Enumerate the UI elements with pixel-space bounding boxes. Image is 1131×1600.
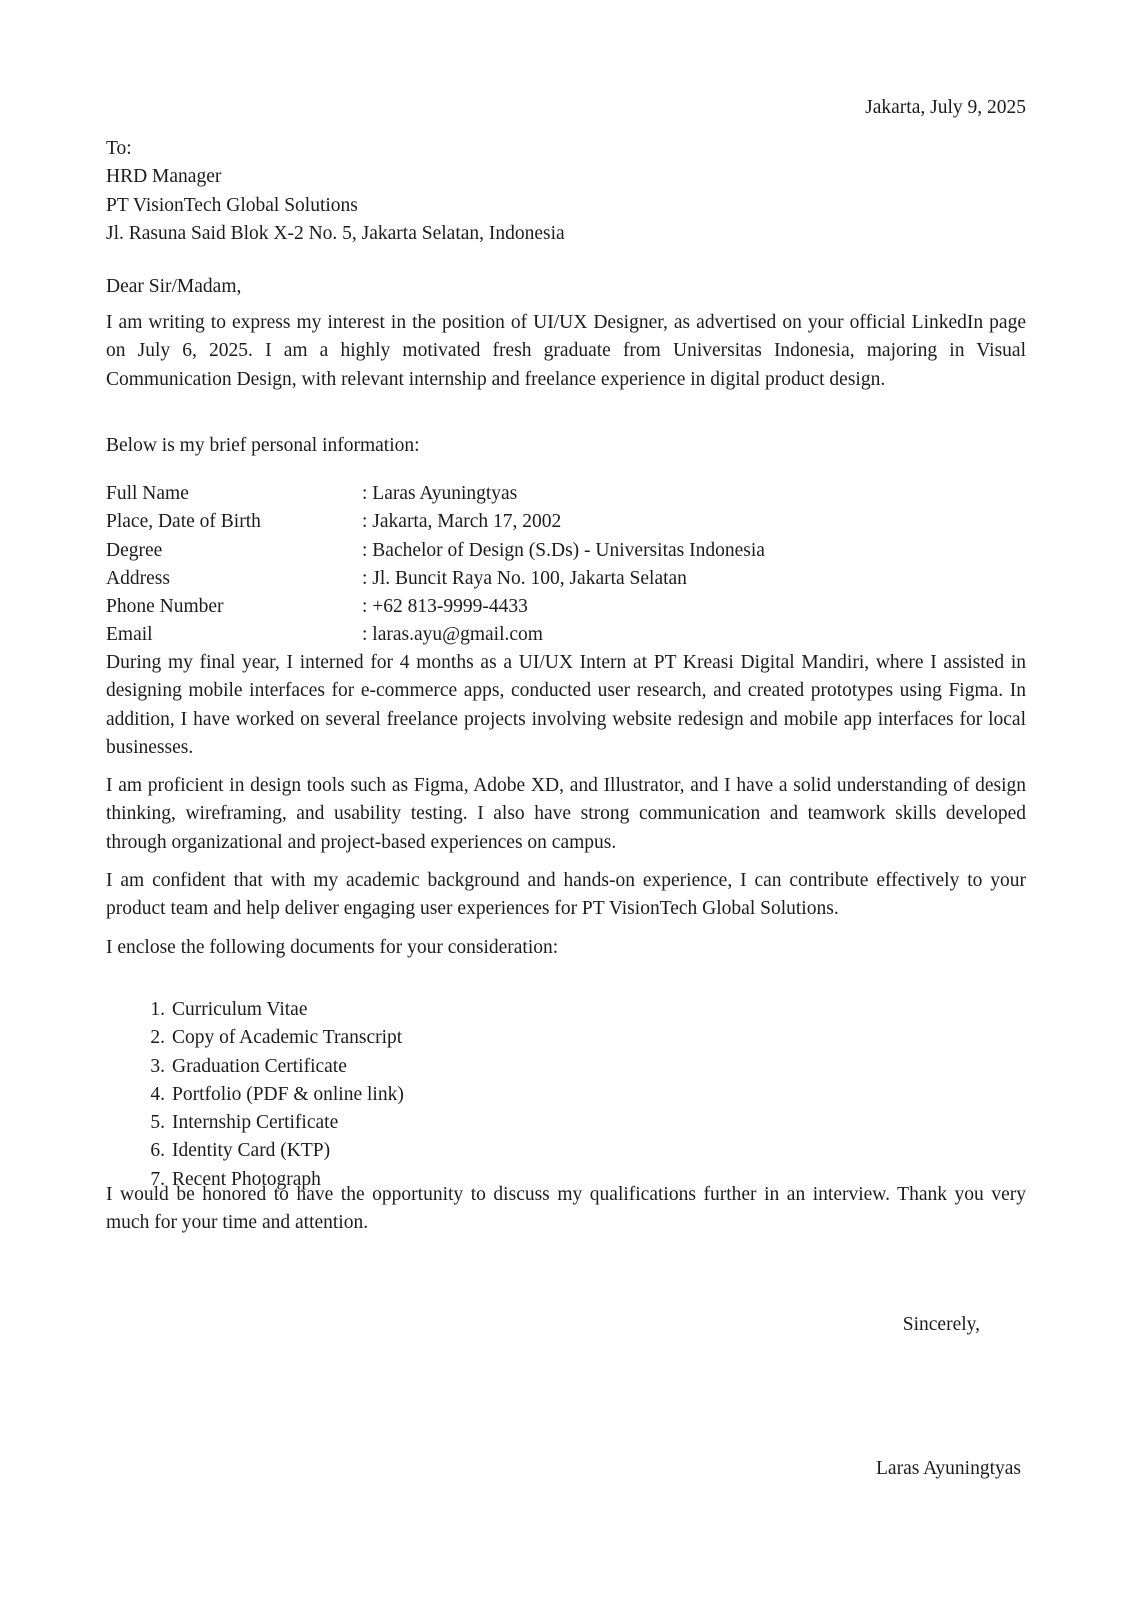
recipient-address: Jl. Rasuna Said Blok X-2 No. 5, Jakarta Selatan, Indonesia — [106, 222, 565, 244]
list-item-number: 3. — [150, 1055, 165, 1077]
list-item-text: Graduation Certificate — [172, 1055, 347, 1077]
skills-paragraph: I am proficient in design tools such as Figma, Adobe XD, and Illustrator, and I have a solid understanding of design thinking, wireframing, and usability testing. I also have strong communication and teamwork skills developed through organizational and project-based experiences on campus. — [106, 775, 1026, 853]
list-item-text: Recent Photograph — [172, 1168, 321, 1190]
info-label: Email — [106, 624, 153, 646]
list-item-text: Copy of Academic Transcript — [172, 1027, 403, 1049]
list-item-number: 1. — [150, 999, 165, 1020]
recipient-to: To: — [106, 138, 132, 159]
list-item-number: 5. — [150, 1112, 165, 1134]
info-label: Address — [106, 567, 170, 589]
info-row — [106, 508, 765, 536]
info-lead-paragraph: Below is my brief personal information: — [106, 435, 420, 456]
personal-info-table — [106, 480, 765, 650]
salutation: Dear Sir/Madam, — [106, 276, 242, 297]
info-label: Phone Number — [106, 596, 224, 618]
list-item — [106, 1081, 404, 1109]
info-value: : Bachelor of Design (S.Ds) - Universitas Indonesia — [362, 539, 765, 561]
experience-paragraph: During my final year, I interned for 4 months as a UI/UX Intern at PT Kreasi Digital Mandiri, where I assisted in designing mobile interfaces for e-commerce apps, conducted user research, and created prototypes using Figma. In addition, I have worked on several freelance projects involving website redesign and mobile app interfaces for local businesses. — [106, 652, 1026, 758]
list-item-number: 4. — [150, 1083, 165, 1105]
list-item-number: 2. — [150, 1027, 165, 1049]
letter-date: Jakarta, July 9, 2025 — [865, 97, 1026, 118]
info-value: : +62 813-9999-4433 — [362, 596, 528, 618]
info-row — [106, 480, 765, 508]
list-item-text: Internship Certificate — [172, 1112, 339, 1134]
list-item — [106, 996, 404, 1024]
info-value: : Laras Ayuningtyas — [362, 483, 518, 504]
documents-lead-paragraph: I enclose the following documents for your consideration: — [106, 937, 559, 958]
confidence-paragraph: I am confident that with my academic background and hands-on experience, I can contribute effectively to your product team and help deliver engaging user experiences for PT VisionTech Global Solutions. — [106, 870, 1026, 920]
recipient-company: PT VisionTech Global Solutions — [106, 194, 358, 216]
list-item — [106, 1024, 404, 1052]
info-row — [106, 537, 765, 565]
recipient-title: HRD Manager — [106, 166, 222, 188]
list-item-text: Curriculum Vitae — [172, 999, 308, 1020]
list-item-text: Identity Card (KTP) — [172, 1140, 331, 1162]
letter-page — [106, 0, 1026, 1600]
info-row — [106, 565, 765, 593]
info-value: : laras.ayu@gmail.com — [362, 624, 543, 646]
list-item-number: 7. — [150, 1168, 165, 1190]
info-label: Full Name — [106, 483, 189, 504]
list-item-number: 6. — [150, 1140, 165, 1162]
closing-salutation: Sincerely, — [902, 1314, 980, 1335]
list-item-text: Portfolio (PDF & online link) — [172, 1083, 404, 1105]
info-row — [106, 593, 765, 621]
list-item — [106, 1109, 404, 1137]
list-item — [106, 1053, 404, 1081]
signature-name: Laras Ayuningtyas — [876, 1458, 1021, 1479]
recipient-block — [106, 135, 565, 248]
info-value: : Jakarta, March 17, 2002 — [362, 511, 562, 533]
info-value: : Jl. Buncit Raya No. 100, Jakarta Selatan — [362, 567, 687, 589]
info-row — [106, 621, 765, 649]
documents-list — [106, 996, 404, 1194]
intro-paragraph: I am writing to express my interest in the position of UI/UX Designer, as advertised on your official LinkedIn page on July 6, 2025. I am a highly motivated fresh graduate from Universitas Indonesia, majoring in Visual Communication Design, with relevant internship and freelance experience in digital product design. — [106, 312, 1026, 390]
info-label: Place, Date of Birth — [106, 511, 261, 533]
list-item — [106, 1137, 404, 1165]
info-label: Degree — [106, 539, 163, 561]
closing-paragraph: I would be honored to have the opportunity to discuss my qualifications further in an interview. Thank you very much for your time and attention. — [106, 1184, 1026, 1234]
